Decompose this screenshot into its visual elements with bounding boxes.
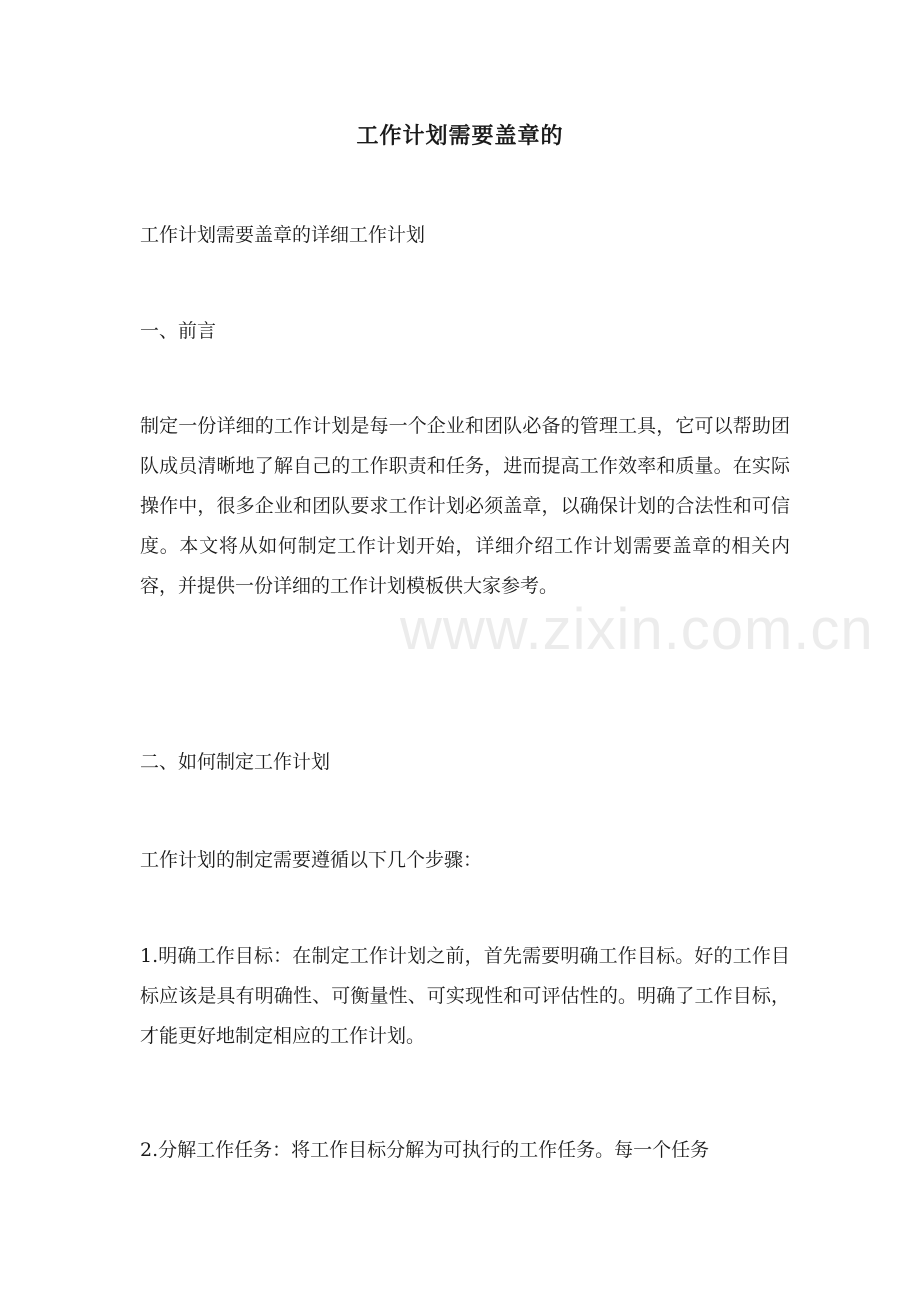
- section-heading-how-to-plan: 二、如何制定工作计划: [140, 751, 331, 773]
- preface-paragraph: 制定一份详细的工作计划是每一个企业和团队必备的管理工具，它可以帮助团队成员清晰地了解自己的工作职责和任务，进而提高工作效率和质量。在实际操作中，很多企业和团队要求工作计划必须盖章，以确保计划的合法性和可信度。本文将从如何制定工作计划开始，详细介绍工作计划需要盖章的相关内容，并提供一份详细的工作计划模板供大家参考。: [140, 415, 790, 597]
- steps-intro-paragraph: 工作计划的制定需要遵循以下几个步骤：: [140, 849, 483, 871]
- document-subtitle: 工作计划需要盖章的详细工作计划: [140, 224, 426, 246]
- watermark-text: www.zixin.com.cn: [400, 597, 874, 662]
- document-title: 工作计划需要盖章的: [356, 123, 564, 149]
- section-heading-preface: 一、前言: [140, 320, 217, 342]
- step-2-paragraph: 2.分解工作任务：将工作目标分解为可执行的工作任务。每一个任务: [140, 1139, 710, 1161]
- step-1-paragraph: 1.明确工作目标：在制定工作计划之前，首先需要明确工作目标。好的工作目标应该是具有明确性、可衡量性、可实现性和可评估性的。明确了工作目标，才能更好地制定相应的工作计划。: [140, 945, 790, 1047]
